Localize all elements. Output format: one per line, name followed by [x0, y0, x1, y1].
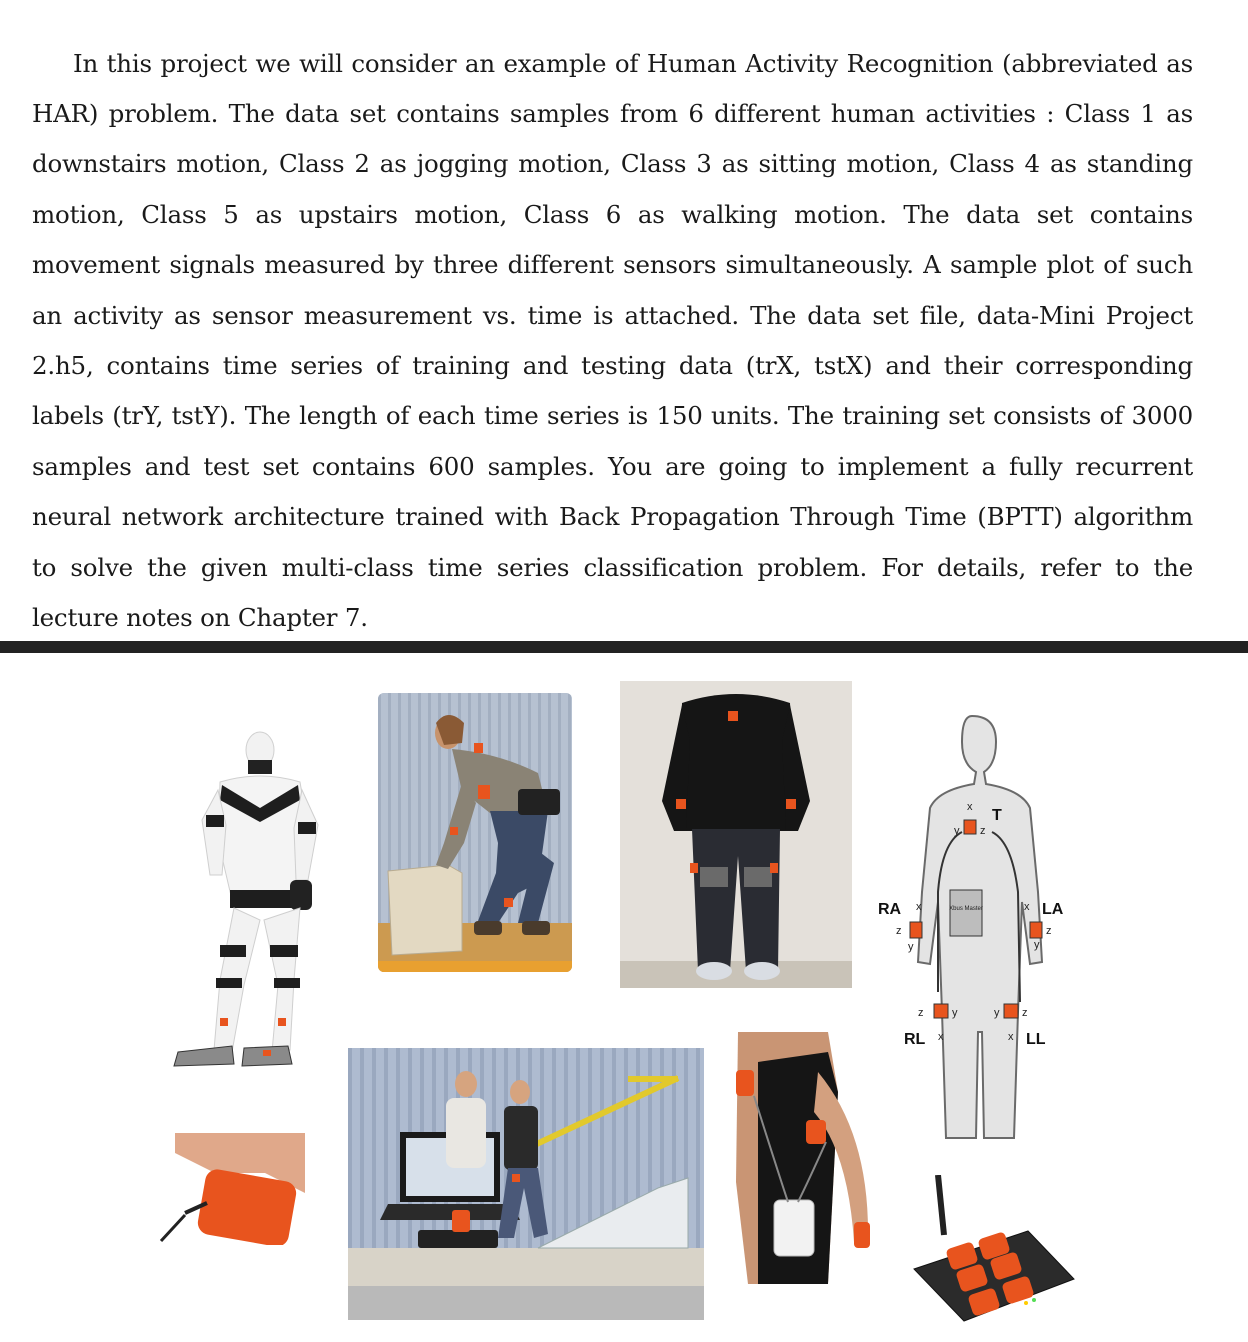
- section-divider: [0, 641, 1248, 653]
- woman-lifting-box-photo: [378, 693, 572, 972]
- label-rl: RL: [904, 1031, 926, 1048]
- sensor-docking-station-photo: [908, 1175, 1078, 1325]
- ll-x-axis: x: [1008, 1031, 1014, 1043]
- rl-z-axis: z: [918, 1007, 924, 1019]
- rl-y-axis: y: [952, 1007, 958, 1019]
- ra-y-axis: y: [908, 941, 914, 953]
- ll-y-axis: y: [994, 1007, 1000, 1019]
- rl-x-axis: x: [938, 1031, 944, 1043]
- hand-holding-sensor-photo: [155, 1133, 325, 1245]
- ra-x-axis: x: [916, 901, 922, 913]
- stairs-test-setup-photo: [348, 1048, 704, 1320]
- standing-man-with-sensors-photo: [620, 681, 852, 988]
- arm-with-sensors-photo: [718, 1032, 888, 1284]
- project-description-paragraph: In this project we will consider an example of Human Activity Recognition (abbreviated as HAR) problem. The data set contains samples from 6 different human activities : Class 1 as downstairs motion, Class 2 as jogging motion, Class 3 as sitting motion, Class 4 as standing motion, Class 5 as upstairs motion, Class 6 as walking motion. The data set contains movement signals measured by three different sensors simultaneously. A sample plot of such an activity as sensor measurement vs. time is attached. The data set file, data-Mini Project 2.h5, contains time series of training and testing data (trX, tstX) and their corresponding labels (trY, tstY). The length of each time series is 150 units. The training set consists of 3000 samples and test set contains 600 samples. You are going to implement a fully recurrent neural network architecture trained with Back Propagation Through Time (BPTT) algorithm to solve the given multi-class time series classification problem. For details, refer to the lecture notes on Chapter 7.: [32, 48, 1193, 632]
- ll-z-axis: z: [1022, 1007, 1028, 1019]
- la-z-axis: z: [1046, 925, 1052, 937]
- torso-z-axis: z: [980, 825, 986, 837]
- torso-x-axis: x: [967, 801, 973, 813]
- la-x-axis: x: [1024, 901, 1030, 913]
- mannequin-sensor-suit-image: [160, 730, 340, 1070]
- la-y-axis: y: [1034, 939, 1040, 951]
- label-la: LA: [1042, 901, 1064, 918]
- label-ra: RA: [878, 901, 902, 918]
- label-ll: LL: [1026, 1031, 1046, 1048]
- sensor-placement-body-diagram: [872, 712, 1088, 1152]
- ra-z-axis: z: [896, 925, 902, 937]
- label-t: T: [992, 807, 1002, 824]
- master-label: Xbus Master: [949, 906, 983, 912]
- torso-y-axis: y: [954, 825, 960, 837]
